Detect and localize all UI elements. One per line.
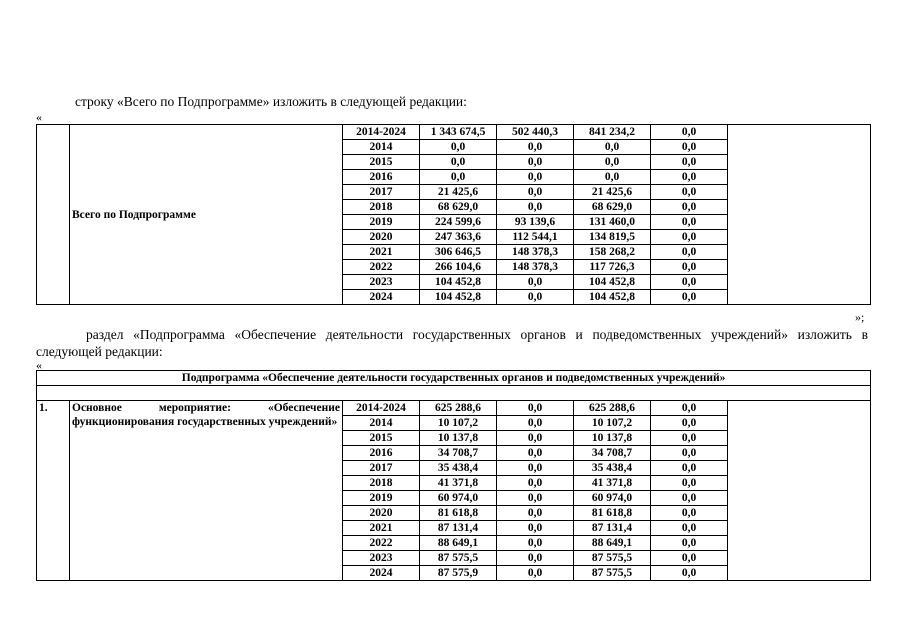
table-row — [37, 401, 871, 416]
value-cell: 0,0 — [651, 275, 728, 290]
value-cell: 10 107,2 — [574, 416, 651, 431]
period-cell: 2022 — [343, 260, 420, 275]
value-cell: 10 137,8 — [420, 431, 497, 446]
subprogram-total-table — [36, 124, 871, 305]
period-cell: 2022 — [343, 536, 420, 551]
value-cell: 131 460,0 — [574, 215, 651, 230]
section-header: Подпрограмма «Обеспечение деятельности государственных органов и подведомственных учреждений» — [37, 371, 871, 386]
value-cell: 0,0 — [651, 536, 728, 551]
value-cell: 148 378,3 — [497, 245, 574, 260]
value-cell: 0,0 — [651, 476, 728, 491]
intro-text: строку «Всего по Подпрограмме» изложить в следующей редакции: — [75, 94, 467, 109]
value-cell: 625 288,6 — [420, 401, 497, 416]
value-cell: 134 819,5 — [574, 230, 651, 245]
value-cell: 0,0 — [497, 491, 574, 506]
value-cell: 34 708,7 — [420, 446, 497, 461]
value-cell: 502 440,3 — [497, 125, 574, 140]
value-cell: 0,0 — [574, 170, 651, 185]
value-cell: 88 649,1 — [420, 536, 497, 551]
value-cell: 0,0 — [497, 401, 574, 416]
empty-cell — [728, 125, 871, 305]
value-cell: 0,0 — [420, 155, 497, 170]
value-cell: 0,0 — [497, 155, 574, 170]
value-cell: 0,0 — [651, 551, 728, 566]
value-cell: 60 974,0 — [420, 491, 497, 506]
value-cell: 104 452,8 — [574, 290, 651, 305]
value-cell: 41 371,8 — [420, 476, 497, 491]
header-row — [37, 371, 871, 386]
value-cell: 87 575,9 — [420, 566, 497, 581]
period-cell: 2024 — [343, 566, 420, 581]
value-cell: 306 646,5 — [420, 245, 497, 260]
value-cell: 148 378,3 — [497, 260, 574, 275]
value-cell: 0,0 — [497, 536, 574, 551]
spacer-row — [37, 386, 871, 401]
period-cell: 2017 — [343, 185, 420, 200]
value-cell: 0,0 — [651, 245, 728, 260]
value-cell: 0,0 — [651, 260, 728, 275]
period-cell: 2014 — [343, 140, 420, 155]
value-cell: 0,0 — [497, 140, 574, 155]
subprogram-section-table — [36, 370, 871, 581]
value-cell: 0,0 — [420, 170, 497, 185]
value-cell: 112 544,1 — [497, 230, 574, 245]
value-cell: 0,0 — [497, 521, 574, 536]
period-cell: 2014-2024 — [343, 125, 420, 140]
value-cell: 0,0 — [651, 521, 728, 536]
value-cell: 0,0 — [651, 230, 728, 245]
period-cell: 2023 — [343, 551, 420, 566]
value-cell: 0,0 — [497, 506, 574, 521]
value-cell: 158 268,2 — [574, 245, 651, 260]
value-cell: 0,0 — [651, 446, 728, 461]
empty-cell — [728, 401, 871, 581]
period-cell: 2020 — [343, 506, 420, 521]
value-cell: 0,0 — [497, 200, 574, 215]
value-cell: 93 139,6 — [497, 215, 574, 230]
value-cell: 0,0 — [497, 290, 574, 305]
close-quote: »; — [855, 310, 865, 324]
value-cell: 0,0 — [497, 185, 574, 200]
value-cell: 0,0 — [497, 566, 574, 581]
value-cell: 247 363,6 — [420, 230, 497, 245]
period-cell: 2015 — [343, 431, 420, 446]
value-cell: 104 452,8 — [420, 290, 497, 305]
value-cell: 841 234,2 — [574, 125, 651, 140]
value-cell: 81 618,8 — [574, 506, 651, 521]
value-cell: 0,0 — [651, 431, 728, 446]
value-cell: 1 343 674,5 — [420, 125, 497, 140]
period-cell: 2017 — [343, 461, 420, 476]
period-cell: 2021 — [343, 521, 420, 536]
value-cell: 625 288,6 — [574, 401, 651, 416]
value-cell: 35 438,4 — [574, 461, 651, 476]
value-cell: 0,0 — [651, 290, 728, 305]
value-cell: 0,0 — [497, 416, 574, 431]
value-cell: 87 575,5 — [420, 551, 497, 566]
period-cell: 2014-2024 — [343, 401, 420, 416]
value-cell: 10 137,8 — [574, 431, 651, 446]
period-cell: 2016 — [343, 446, 420, 461]
value-cell: 0,0 — [497, 476, 574, 491]
value-cell: 266 104,6 — [420, 260, 497, 275]
value-cell: 10 107,2 — [420, 416, 497, 431]
period-cell: 2015 — [343, 155, 420, 170]
value-cell: 0,0 — [651, 461, 728, 476]
value-cell: 104 452,8 — [420, 275, 497, 290]
spacer-cell — [37, 386, 871, 401]
second-paragraph: раздел «Подпрограмма «Обеспечение деятельности государственных органов и подведомственных учреждений» изложить в следующей редакции: — [36, 327, 868, 359]
value-cell: 0,0 — [574, 140, 651, 155]
value-cell: 0,0 — [497, 551, 574, 566]
value-cell: 68 629,0 — [574, 200, 651, 215]
value-cell: 0,0 — [574, 155, 651, 170]
item-description: Основное мероприятие: «Обеспечение функционирования государственных учреждений» — [70, 401, 343, 581]
value-cell: 87 131,4 — [574, 521, 651, 536]
value-cell: 34 708,7 — [574, 446, 651, 461]
value-cell: 60 974,0 — [574, 491, 651, 506]
value-cell: 0,0 — [651, 185, 728, 200]
value-cell: 41 371,8 — [574, 476, 651, 491]
row-label: Всего по Подпрограмме — [70, 125, 343, 305]
period-cell: 2024 — [343, 290, 420, 305]
value-cell: 0,0 — [497, 446, 574, 461]
period-cell: 2021 — [343, 245, 420, 260]
value-cell: 0,0 — [497, 170, 574, 185]
value-cell: 0,0 — [420, 140, 497, 155]
value-cell: 0,0 — [651, 155, 728, 170]
item-number: 1. — [37, 401, 70, 581]
value-cell: 87 575,5 — [574, 551, 651, 566]
period-cell: 2016 — [343, 170, 420, 185]
open-quote-2: « — [36, 358, 42, 372]
value-cell: 87 575,5 — [574, 566, 651, 581]
period-cell: 2019 — [343, 491, 420, 506]
value-cell: 0,0 — [651, 401, 728, 416]
period-cell: 2018 — [343, 476, 420, 491]
value-cell: 224 599,6 — [420, 215, 497, 230]
value-cell: 0,0 — [497, 461, 574, 476]
period-cell: 2020 — [343, 230, 420, 245]
value-cell: 81 618,8 — [420, 506, 497, 521]
value-cell: 21 425,6 — [574, 185, 651, 200]
period-cell: 2019 — [343, 215, 420, 230]
value-cell: 104 452,8 — [574, 275, 651, 290]
number-cell — [37, 125, 70, 305]
period-cell: 2014 — [343, 416, 420, 431]
period-cell: 2018 — [343, 200, 420, 215]
table-row — [37, 125, 871, 140]
value-cell: 0,0 — [651, 491, 728, 506]
value-cell: 0,0 — [651, 125, 728, 140]
value-cell: 35 438,4 — [420, 461, 497, 476]
value-cell: 0,0 — [651, 200, 728, 215]
value-cell: 117 726,3 — [574, 260, 651, 275]
value-cell: 0,0 — [651, 566, 728, 581]
value-cell: 0,0 — [651, 170, 728, 185]
value-cell: 0,0 — [651, 416, 728, 431]
period-cell: 2023 — [343, 275, 420, 290]
value-cell: 88 649,1 — [574, 536, 651, 551]
value-cell: 0,0 — [651, 506, 728, 521]
value-cell: 0,0 — [497, 275, 574, 290]
value-cell: 0,0 — [497, 431, 574, 446]
open-quote-1: « — [36, 110, 42, 124]
value-cell: 0,0 — [651, 140, 728, 155]
value-cell: 87 131,4 — [420, 521, 497, 536]
value-cell: 0,0 — [651, 215, 728, 230]
value-cell: 21 425,6 — [420, 185, 497, 200]
value-cell: 68 629,0 — [420, 200, 497, 215]
